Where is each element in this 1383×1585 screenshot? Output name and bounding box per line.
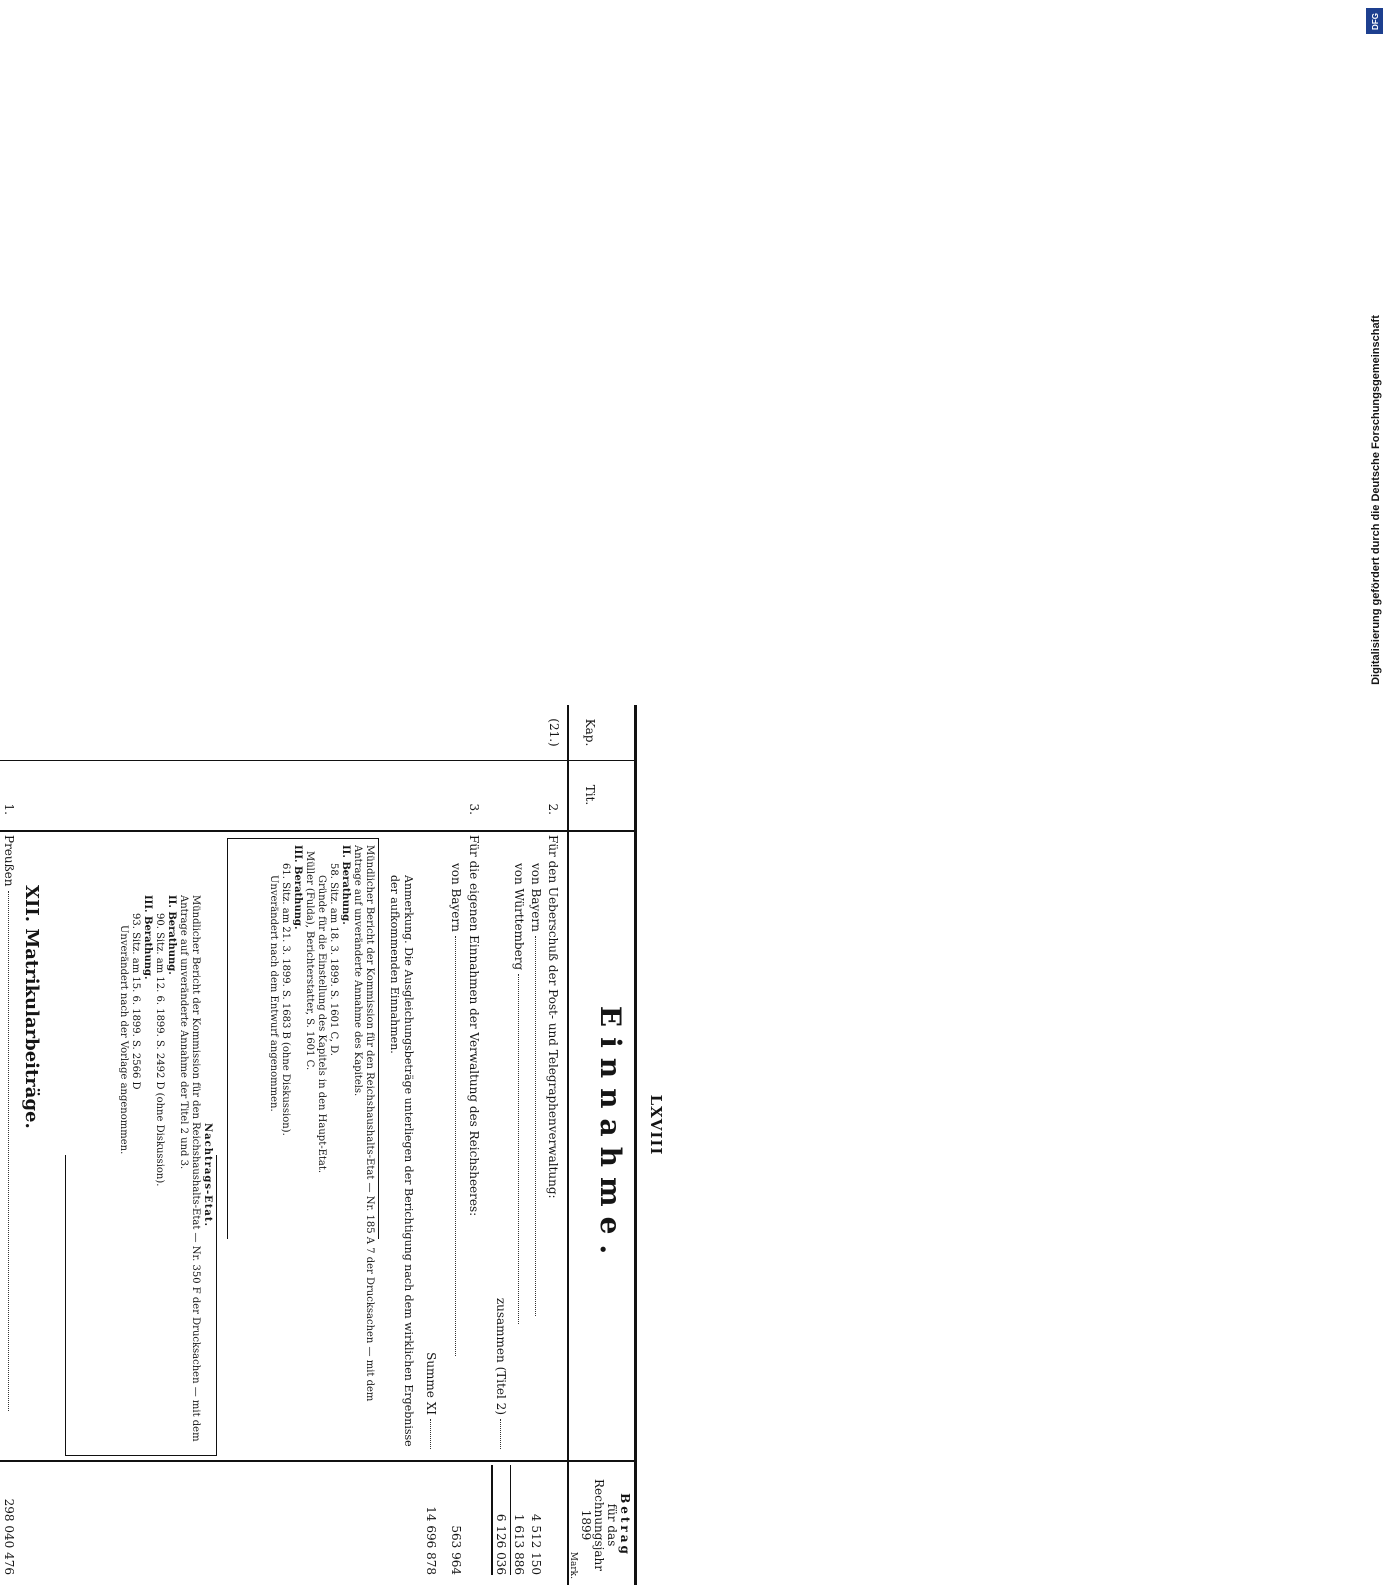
section-xii-title: XII. Matrikularbeiträge. (21, 885, 42, 1129)
report-box-2-text: Nachtrags-Etat. Mündlicher Bericht der Kommission für den Reichshaushalts-Etat — Nr. 350 F der Drucksachen — mit dem Antrage auf unveränderte Annahme der Titel 2 und 3. II. Berathung. 90. Sitz. am 12. 6. 1899. S. 2492 D (ohne Diskussion). III. Berathung. 93. Sitz. am 15. 6. 1899. S. 2566 D Unverändert nach der Vorlage angenommen. (118, 895, 213, 1442)
state-name (0, 835, 2, 1455)
table-row: 2. Für den Ueberschuß der Post- und Telegraphenverwaltung: (546, 803, 560, 1199)
amount-header: Betrag für das Rechnungsjahr 1899 Mark. (568, 1479, 632, 1579)
tit-header: Tit. (583, 784, 597, 806)
top-rule (634, 705, 637, 1585)
state-tit: 1. (2, 803, 16, 815)
header-rule (568, 705, 570, 1585)
state-name: Preußen (1, 835, 17, 1455)
table-row: von Bayern 4 512 150 (529, 863, 543, 1575)
report-box-1-text: Mündlicher Bericht der Kommission für den Reichshaushalts-Etat — Nr. 185 A 7 der Drucksachen — mit dem Antrage auf unveränderte Annahme des Kapitels. II. Berathung. 58. Sitz. am 18. 3. 1899. S. 1601 C, D. Gründe für die Einstellung des Kapitels in den Haupt-Etat. Müller (Fulda), Berichterstatter, S. 1601 C. III. Berathung. 61. Sitz. am 21. 3. 1899. S. 1683 B (ohne Diskussion). Unverändert nach dem Entwurf angenommen. (268, 845, 375, 1402)
state-tit (0, 760, 2, 830)
digitization-note (1366, 10, 1383, 990)
table-row: zusammen (Titel 2) 6 126 036 (493, 705, 509, 1585)
state-row (1, 705, 17, 1585)
kap-header: Kap. (583, 718, 597, 747)
state-row (0, 705, 2, 1585)
page-number: LXVIII (647, 1094, 665, 1156)
funding-note: Digitalisierung gefördert durch die Deutsche Forschungsgemeinschaft (1370, 315, 1382, 685)
table-row: Summe XI 14 696 878 (424, 1352, 438, 1575)
page-title: Einnahme. (594, 1005, 627, 1265)
kap-21: (21.) (547, 718, 561, 747)
rotated-page (0, 675, 665, 1579)
table-row: von Württemberg 1 613 886 (512, 863, 526, 1575)
budget-table (0, 705, 637, 1585)
table-row: 3. Für die eigenen Einnahmen der Verwaltung des Reichsheeres: (467, 803, 481, 1217)
dfg-logo: DFG (1366, 8, 1383, 34)
state-amount: 298 040 476 (2, 1498, 16, 1575)
state-amount (0, 1465, 2, 1575)
table-row: von Bayern 563 964 (449, 863, 463, 1575)
anmerkung: Anmerkung. Die Ausgleichungsbeträge unterliegen der Berichtigung nach dem wirklichen Ergebnisse der aufkommenden Einnahmen. (388, 875, 415, 1447)
